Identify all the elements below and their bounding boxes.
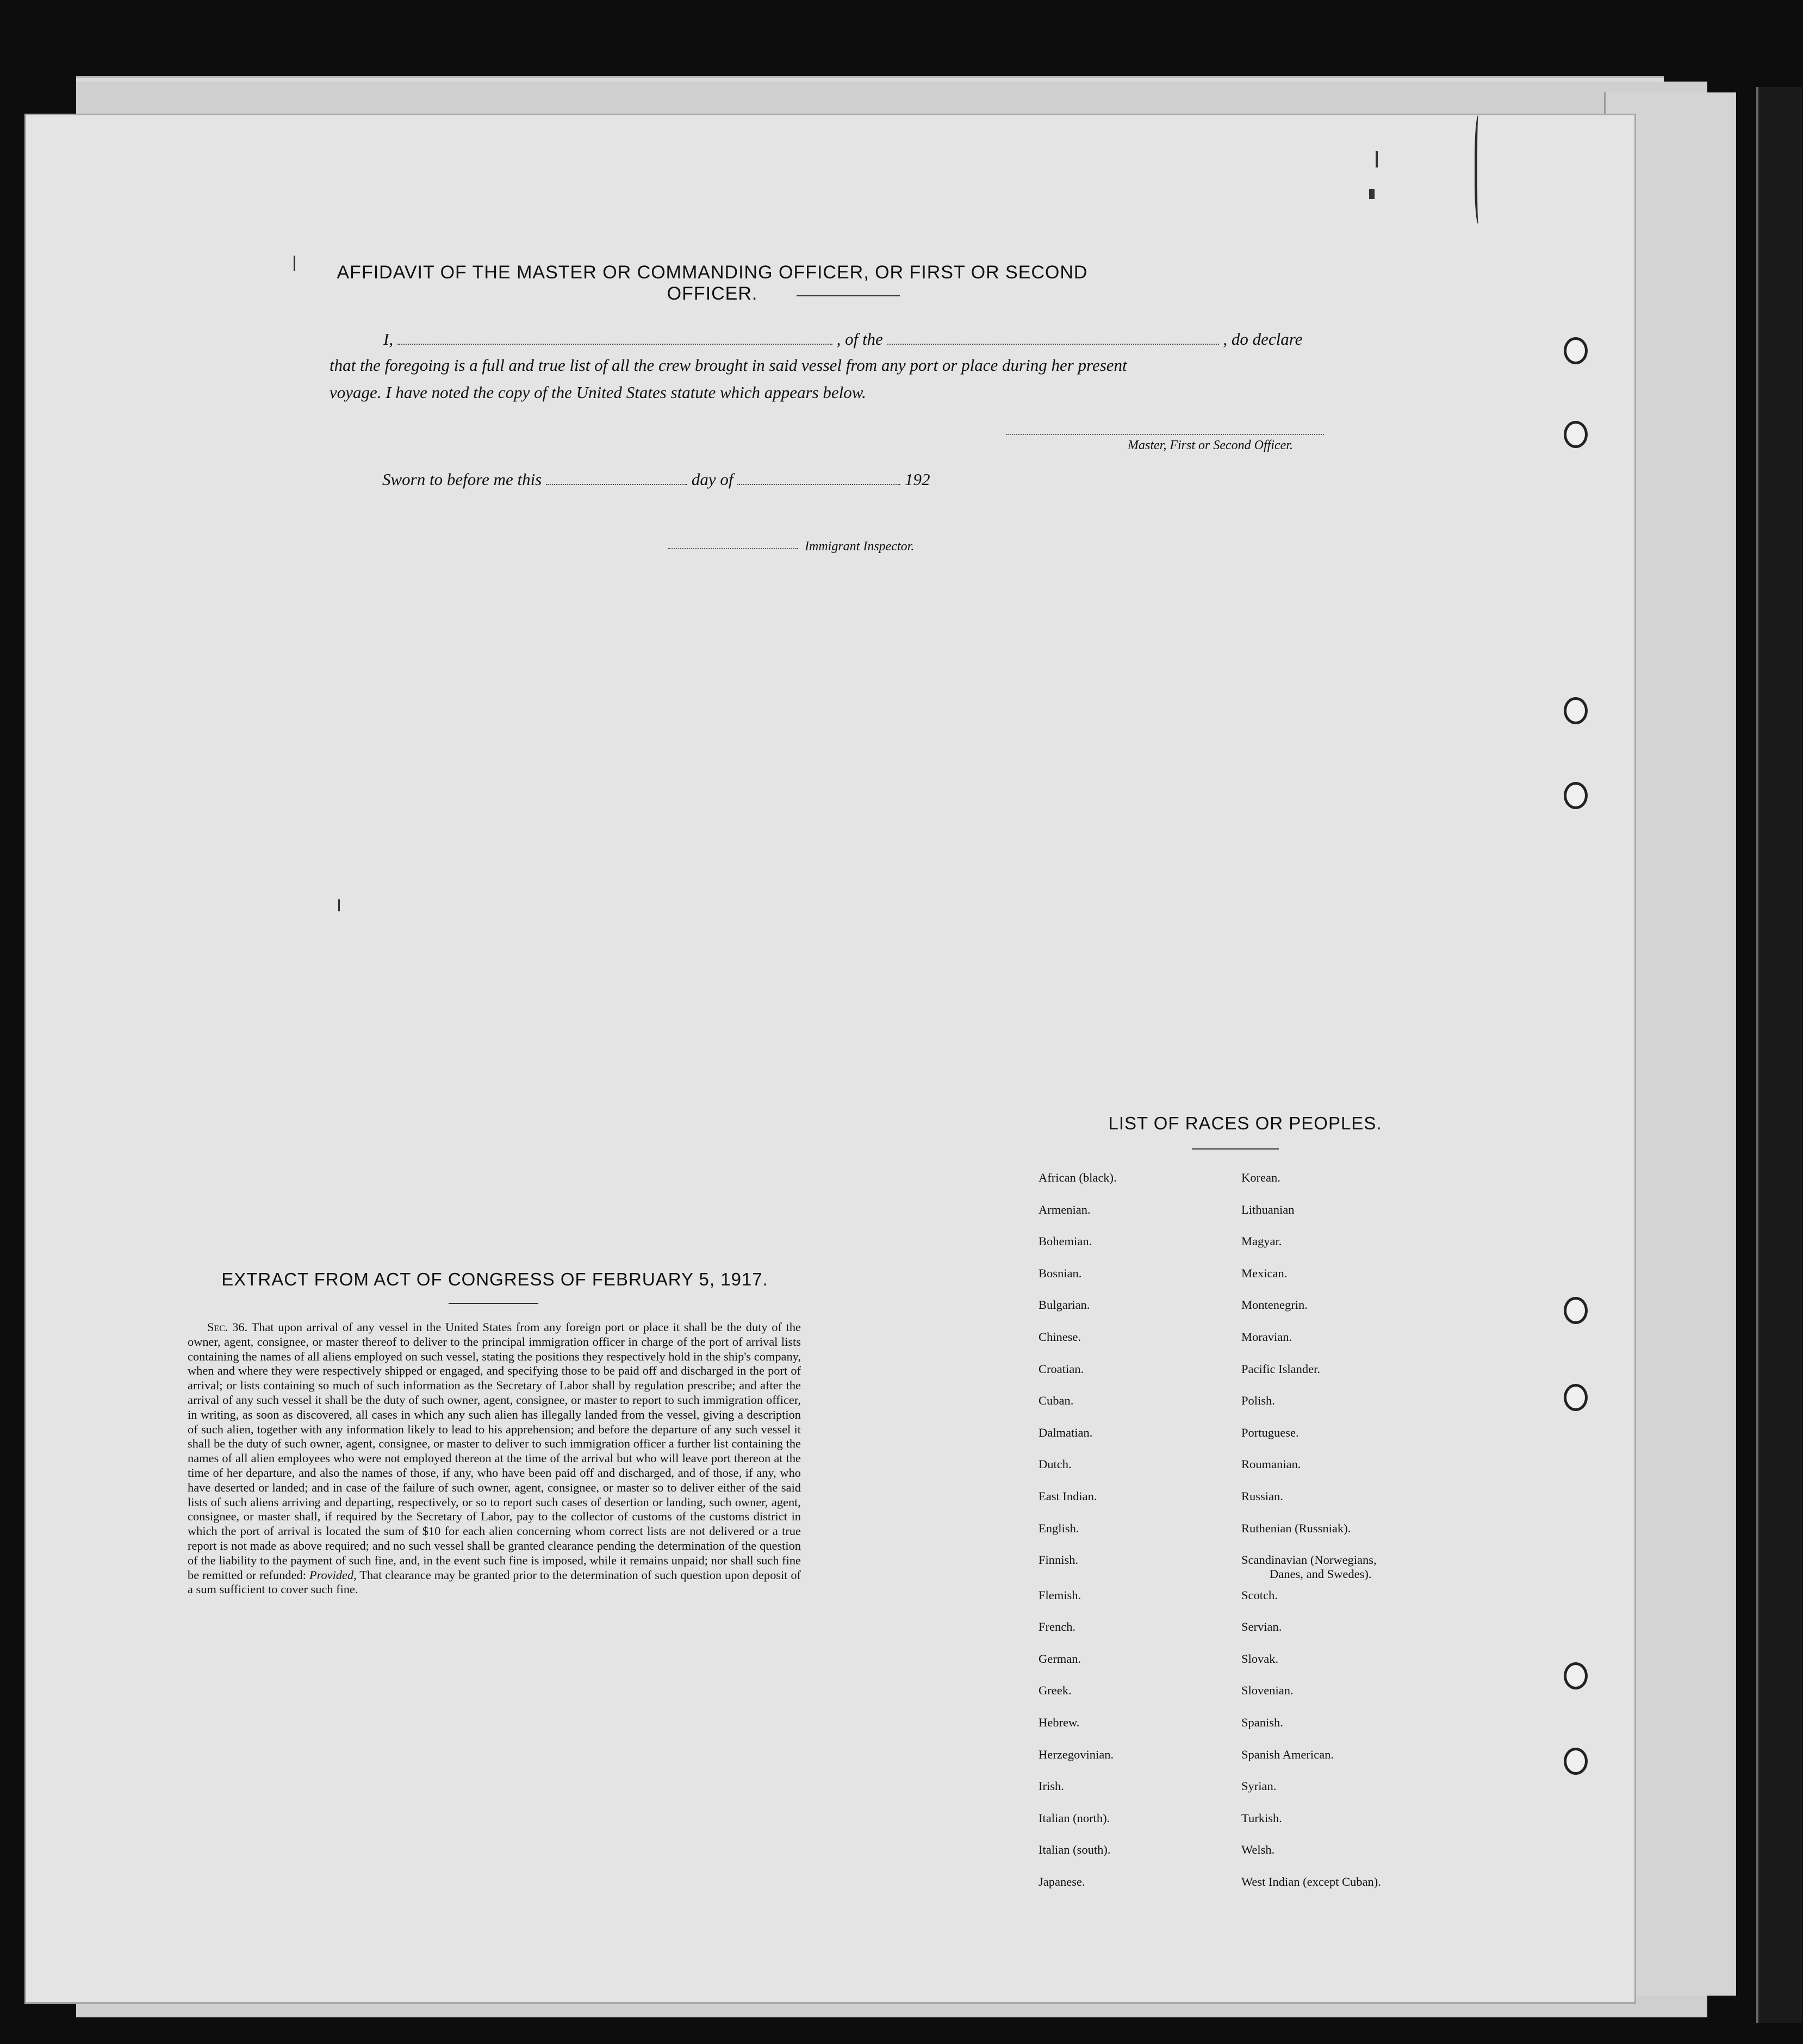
punch-hole	[1564, 1384, 1588, 1411]
declare-label: , do declare	[1223, 330, 1303, 349]
race-item: Croatian.	[1039, 1362, 1084, 1376]
vessel-label: , of the	[836, 330, 883, 349]
race-item-continuation: Danes, and Swedes).	[1270, 1567, 1372, 1581]
race-item: Roumanian.	[1241, 1457, 1301, 1471]
race-item: Spanish.	[1241, 1716, 1283, 1729]
race-item: Armenian.	[1039, 1202, 1091, 1216]
race-item: Welsh.	[1241, 1843, 1275, 1857]
race-item: Finnish.	[1039, 1553, 1079, 1567]
extract-title-rule	[449, 1303, 538, 1304]
race-item: Spanish American.	[1241, 1747, 1334, 1761]
race-item: West Indian (except Cuban).	[1241, 1874, 1381, 1888]
race-item: Italian (south).	[1039, 1843, 1111, 1857]
races-column-1	[1039, 1171, 1117, 1907]
race-item: Turkish.	[1241, 1811, 1282, 1825]
race-item: Hebrew.	[1039, 1716, 1080, 1729]
declarant-name-field[interactable]	[397, 343, 832, 345]
extract-text-part1: That upon arrival of any vessel in the United States from any foreign port or place it shall be the duty of the owner, agent, consignee, or master thereof to deliver to the principal immigration officer in charge of the port of arrival lists containing the names of all aliens employed on such vessel, stating the positions they respectively hold in the ship's company, when and where they were respectively shipped or engaged, and specifying those to be paid off and discharged in the port of arrival; or lists containing so much of such information as the Secretary of Labor shall by regulation prescribe; and after the arrival of any such vessel it shall be the duty of such owner, agent, consignee, or master to report to such immigration officer, in writing, as soon as discovered, all cases in which any such alien has illegally landed from the vessel, giving a description of such alien, together with any information likely to lead to his apprehension; and before the departure of any such vessel it shall be the duty of such owner, agent, consignee, or master to deliver to such immigration officer a further list containing the names of all alien employees who were not employed thereon at the time of the arrival but who will leave port thereon at the time of her departure, and also the names of those, if any, who have been paid off and discharged, and of those, if any, who have deserted or landed; and in case of the failure of such owner, agent, consignee, or master so to deliver either of the said lists of such aliens arriving and departing, respectively, or so to report such cases of desertion or landing, such owner, agent, consignee, or master shall, if required by the Secretary of Labor, pay to the collector of customs of the customs district in which the port of arrival is located the sum of $10 for each alien concerning whom correct lists are not delivered or a true report is not made as above required; and no such vessel shall be granted clearance pending the determination of the question of the liability to the payment of such fine, and, in the event such fine is imposed, while it remains unpaid; nor shall such fine be remitted or refunded:	[188, 1320, 801, 1582]
race-item-text: Scandinavian (Norwegians,	[1241, 1553, 1377, 1567]
affidavit-line-2: that the foregoing is a full and true list of all the crew brought in said vessel from any port or place during her present	[329, 356, 1127, 375]
race-item: Chinese.	[1039, 1329, 1081, 1344]
extract-body	[188, 1320, 801, 1597]
sworn-line	[382, 470, 930, 489]
extract-text-part2: That clearance may be granted prior to the determination of such question upon deposit of a sum sufficient to cover such fine.	[188, 1568, 801, 1596]
race-item: Dutch.	[1039, 1457, 1072, 1471]
stray-mark	[294, 256, 295, 271]
race-item: Slovak.	[1241, 1651, 1279, 1666]
race-item: Servian.	[1241, 1620, 1282, 1634]
races-title-rule	[1192, 1148, 1279, 1150]
race-item-scandinavian	[1241, 1553, 1381, 1588]
extract-title: EXTRACT FROM ACT OF CONGRESS OF FEBRUARY 5, 1917.	[221, 1269, 768, 1289]
sworn-day-field[interactable]	[546, 483, 687, 485]
master-caption: Master, First or Second Officer.	[1128, 438, 1293, 452]
race-item: English.	[1039, 1521, 1079, 1535]
sworn-month-field[interactable]	[737, 483, 900, 485]
race-item: Korean.	[1241, 1171, 1280, 1184]
race-item: Bulgarian.	[1039, 1298, 1090, 1312]
race-item: Ruthenian (Russniak).	[1241, 1521, 1351, 1535]
sworn-label: Sworn to before me this	[382, 470, 542, 489]
race-item: Mexican.	[1241, 1266, 1288, 1280]
race-item: African (black).	[1039, 1171, 1117, 1184]
master-signature-field[interactable]	[1006, 434, 1324, 435]
race-item: Portuguese.	[1241, 1425, 1299, 1439]
race-item: Lithuanian	[1241, 1202, 1295, 1216]
race-item: Japanese.	[1039, 1874, 1085, 1888]
race-item: Pacific Islander.	[1241, 1362, 1320, 1376]
race-item: Moravian.	[1241, 1329, 1292, 1344]
section-label: Sec. 36.	[207, 1320, 248, 1334]
punch-hole	[1564, 697, 1588, 724]
race-item: Syrian.	[1241, 1779, 1277, 1793]
race-item: Herzegovinian.	[1039, 1747, 1114, 1761]
punch-hole	[1564, 421, 1588, 448]
races-column-2	[1241, 1171, 1381, 1907]
race-item: Italian (north).	[1039, 1811, 1110, 1825]
stray-mark	[338, 899, 340, 911]
provided-label: Provided,	[309, 1568, 357, 1582]
race-item: Magyar.	[1241, 1234, 1282, 1248]
race-item: Cuban.	[1039, 1394, 1074, 1408]
race-item: Irish.	[1039, 1779, 1064, 1793]
race-item: Slovenian.	[1241, 1683, 1294, 1698]
race-item: French.	[1039, 1620, 1076, 1634]
race-item: Montenegrin.	[1241, 1298, 1308, 1312]
day-of-label: day of	[691, 470, 733, 489]
affidavit-title-rule	[797, 295, 900, 296]
adjacent-page-strip	[1756, 87, 1802, 2023]
race-item: Polish.	[1241, 1394, 1275, 1408]
inspector-signature-field[interactable]	[668, 548, 798, 549]
race-item: Dalmatian.	[1039, 1425, 1093, 1439]
race-item: Russian.	[1241, 1489, 1283, 1503]
punch-hole	[1564, 1662, 1588, 1689]
race-item: East Indian.	[1039, 1489, 1097, 1503]
vessel-name-field[interactable]	[887, 343, 1219, 345]
races-title: LIST OF RACES OR PEOPLES.	[1108, 1113, 1382, 1133]
inspector-caption: Immigrant Inspector.	[805, 539, 915, 554]
race-item: Scotch.	[1241, 1588, 1278, 1602]
affidavit-line-1	[383, 330, 1302, 349]
sworn-year-label: 192	[904, 470, 930, 489]
punch-hole	[1564, 782, 1588, 809]
race-item: Bohemian.	[1039, 1234, 1092, 1248]
race-item: Bosnian.	[1039, 1266, 1082, 1280]
binding-string	[1475, 115, 1484, 224]
declarant-label: I,	[383, 330, 394, 349]
stray-mark	[1376, 151, 1378, 167]
race-item: Greek.	[1039, 1683, 1072, 1698]
race-item: Flemish.	[1039, 1588, 1081, 1602]
punch-hole	[1564, 1297, 1588, 1324]
race-item: German.	[1039, 1651, 1081, 1666]
stray-mark	[1369, 189, 1375, 199]
punch-hole	[1564, 1748, 1588, 1775]
affidavit-title: AFFIDAVIT OF THE MASTER OR COMMANDING OFFICER, OR FIRST OR SECOND OFFICER.	[337, 262, 1088, 304]
punch-hole	[1564, 337, 1588, 364]
affidavit-line-3: voyage. I have noted the copy of the United States statute which appears below.	[329, 383, 866, 402]
